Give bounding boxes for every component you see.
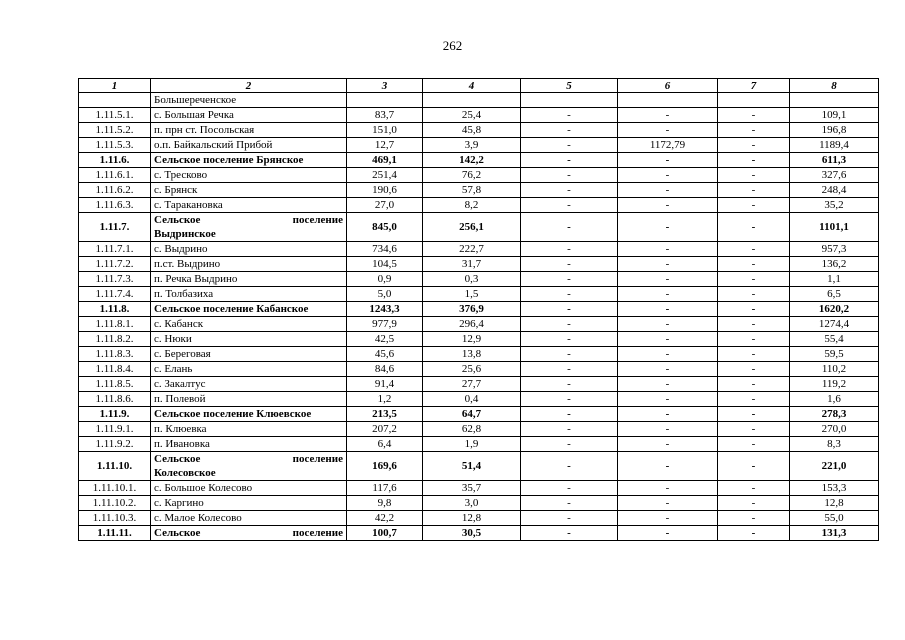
value-cell: 76,2 xyxy=(423,168,521,183)
row-number-cell: 1.11.6. xyxy=(79,153,151,168)
col-header: 2 xyxy=(151,79,347,93)
name-cell: с. Кабанск xyxy=(151,317,347,332)
table-row xyxy=(79,317,879,332)
name-cell: п. прн ст. Посольская xyxy=(151,123,347,138)
value-cell: 57,8 xyxy=(423,183,521,198)
col-header: 3 xyxy=(347,79,423,93)
value-cell: - xyxy=(521,123,618,138)
value-cell: 119,2 xyxy=(790,377,879,392)
value-cell: 31,7 xyxy=(423,257,521,272)
row-number-cell: 1.11.11. xyxy=(79,526,151,541)
value-cell: 1189,4 xyxy=(790,138,879,153)
name-cell: о.п. Байкальский Прибой xyxy=(151,138,347,153)
name-line: Сельское поселение xyxy=(154,214,343,226)
value-cell: - xyxy=(718,168,790,183)
value-cell: - xyxy=(521,332,618,347)
value-cell: - xyxy=(718,108,790,123)
value-cell: 1,1 xyxy=(790,272,879,287)
row-number-cell: 1.11.6.1. xyxy=(79,168,151,183)
name-cell: с. Таракановка xyxy=(151,198,347,213)
value-cell: 62,8 xyxy=(423,422,521,437)
value-cell: 1620,2 xyxy=(790,302,879,317)
value-cell: - xyxy=(718,496,790,511)
value-cell: 153,3 xyxy=(790,481,879,496)
value-cell: 1101,1 xyxy=(790,213,879,242)
table-row xyxy=(79,362,879,377)
value-cell: 278,3 xyxy=(790,407,879,422)
value-cell: 91,4 xyxy=(347,377,423,392)
value-cell: 12,7 xyxy=(347,138,423,153)
value-cell: - xyxy=(718,407,790,422)
value-cell: - xyxy=(618,287,718,302)
name-cell: п. Клюевка xyxy=(151,422,347,437)
value-cell: - xyxy=(718,392,790,407)
value-cell: 35,2 xyxy=(790,198,879,213)
value-cell: - xyxy=(521,302,618,317)
table-row xyxy=(79,123,879,138)
table-row xyxy=(79,511,879,526)
value-cell: - xyxy=(618,123,718,138)
value-cell: - xyxy=(521,511,618,526)
value-cell: - xyxy=(618,377,718,392)
value-cell: - xyxy=(521,168,618,183)
row-number-cell: 1.11.9.1. xyxy=(79,422,151,437)
value-cell: - xyxy=(618,257,718,272)
value-cell: 845,0 xyxy=(347,213,423,242)
value-cell: 110,2 xyxy=(790,362,879,377)
value-cell: - xyxy=(618,108,718,123)
table-row xyxy=(79,347,879,362)
value-cell: 3,9 xyxy=(423,138,521,153)
table-row xyxy=(79,168,879,183)
value-cell: - xyxy=(718,257,790,272)
value-cell: - xyxy=(618,183,718,198)
value-cell: - xyxy=(521,198,618,213)
row-number-cell: 1.11.8.3. xyxy=(79,347,151,362)
row-number-cell: 1.11.8.5. xyxy=(79,377,151,392)
value-cell: - xyxy=(618,392,718,407)
value-cell: 256,1 xyxy=(423,213,521,242)
data-table xyxy=(78,78,879,541)
value-cell: - xyxy=(718,437,790,452)
value-cell: - xyxy=(521,407,618,422)
table-row xyxy=(79,377,879,392)
value-cell: - xyxy=(618,272,718,287)
value-cell: 3,0 xyxy=(423,496,521,511)
value-cell: - xyxy=(618,511,718,526)
value-cell: - xyxy=(618,332,718,347)
value-cell: 196,8 xyxy=(790,123,879,138)
value-cell: - xyxy=(618,452,718,481)
value-cell: - xyxy=(718,377,790,392)
value-cell: 190,6 xyxy=(347,183,423,198)
value-cell: - xyxy=(618,422,718,437)
value-cell xyxy=(521,93,618,108)
value-cell: 1243,3 xyxy=(347,302,423,317)
value-cell: 296,4 xyxy=(423,317,521,332)
value-cell: - xyxy=(618,407,718,422)
value-cell: 1,6 xyxy=(790,392,879,407)
value-cell: - xyxy=(521,496,618,511)
col-header: 6 xyxy=(618,79,718,93)
name-cell: с. Большое Колесово xyxy=(151,481,347,496)
value-cell: - xyxy=(521,272,618,287)
value-cell: 1172,79 xyxy=(618,138,718,153)
value-cell: 270,0 xyxy=(790,422,879,437)
value-cell: - xyxy=(521,392,618,407)
table-row xyxy=(79,496,879,511)
value-cell: 327,6 xyxy=(790,168,879,183)
value-cell xyxy=(347,93,423,108)
name-cell xyxy=(151,452,347,481)
name-cell xyxy=(151,213,347,242)
row-number-cell: 1.11.7. xyxy=(79,213,151,242)
name-cell: с. Береговая xyxy=(151,347,347,362)
value-cell: 207,2 xyxy=(347,422,423,437)
table-header-row xyxy=(79,79,879,93)
row-number-cell: 1.11.10.2. xyxy=(79,496,151,511)
value-cell: 84,6 xyxy=(347,362,423,377)
table-row xyxy=(79,332,879,347)
row-number-cell: 1.11.7.1. xyxy=(79,242,151,257)
value-cell: 25,6 xyxy=(423,362,521,377)
value-cell: - xyxy=(718,362,790,377)
table-row-settlement xyxy=(79,407,879,422)
value-cell: 1,9 xyxy=(423,437,521,452)
row-number-cell: 1.11.10.1. xyxy=(79,481,151,496)
value-cell: - xyxy=(521,347,618,362)
row-number-cell: 1.11.9.2. xyxy=(79,437,151,452)
value-cell: - xyxy=(718,153,790,168)
name-line: Выдринское xyxy=(154,228,216,240)
value-cell: - xyxy=(718,287,790,302)
value-cell: - xyxy=(718,123,790,138)
value-cell: - xyxy=(718,183,790,198)
value-cell xyxy=(423,93,521,108)
value-cell: 6,5 xyxy=(790,287,879,302)
row-number-cell xyxy=(79,93,151,108)
row-number-cell: 1.11.5.2. xyxy=(79,123,151,138)
value-cell: 469,1 xyxy=(347,153,423,168)
name-cell: Сельское поселение xyxy=(151,526,347,541)
name-cell: Сельское поселение Брянское xyxy=(151,153,347,168)
table-row xyxy=(79,183,879,198)
name-cell: п. Ивановка xyxy=(151,437,347,452)
value-cell: 27,0 xyxy=(347,198,423,213)
row-number-cell: 1.11.6.3. xyxy=(79,198,151,213)
name-cell: Сельское поселение Клюевское xyxy=(151,407,347,422)
row-number-cell: 1.11.5.1. xyxy=(79,108,151,123)
value-cell: - xyxy=(521,213,618,242)
row-number-cell: 1.11.7.2. xyxy=(79,257,151,272)
value-cell: 30,5 xyxy=(423,526,521,541)
name-line: Сельское поселение xyxy=(154,453,343,465)
value-cell: 117,6 xyxy=(347,481,423,496)
value-cell: - xyxy=(718,198,790,213)
row-number-cell: 1.11.8. xyxy=(79,302,151,317)
value-cell: 8,3 xyxy=(790,437,879,452)
name-cell: с. Выдрино xyxy=(151,242,347,257)
value-cell: - xyxy=(618,362,718,377)
table-row xyxy=(79,481,879,496)
value-cell: - xyxy=(718,242,790,257)
col-header: 1 xyxy=(79,79,151,93)
value-cell: 12,8 xyxy=(790,496,879,511)
value-cell: 734,6 xyxy=(347,242,423,257)
row-number-cell: 1.11.8.4. xyxy=(79,362,151,377)
table-row-settlement xyxy=(79,452,879,481)
row-number-cell: 1.11.8.6. xyxy=(79,392,151,407)
value-cell: 0,3 xyxy=(423,272,521,287)
col-header: 4 xyxy=(423,79,521,93)
value-cell: 35,7 xyxy=(423,481,521,496)
table-row xyxy=(79,242,879,257)
table-row xyxy=(79,392,879,407)
col-header: 5 xyxy=(521,79,618,93)
value-cell: 42,2 xyxy=(347,511,423,526)
value-cell: - xyxy=(718,511,790,526)
value-cell: - xyxy=(521,377,618,392)
value-cell: - xyxy=(521,257,618,272)
value-cell: - xyxy=(718,272,790,287)
row-number-cell: 1.11.10. xyxy=(79,452,151,481)
value-cell: 5,0 xyxy=(347,287,423,302)
value-cell: 1,2 xyxy=(347,392,423,407)
value-cell: - xyxy=(521,437,618,452)
value-cell: 42,5 xyxy=(347,332,423,347)
value-cell: - xyxy=(521,138,618,153)
value-cell: - xyxy=(618,168,718,183)
value-cell: 1,5 xyxy=(423,287,521,302)
row-number-cell: 1.11.8.2. xyxy=(79,332,151,347)
col-header: 8 xyxy=(790,79,879,93)
name-cell: с. Малое Колесово xyxy=(151,511,347,526)
value-cell: 131,3 xyxy=(790,526,879,541)
value-cell: 55,4 xyxy=(790,332,879,347)
value-cell: 59,5 xyxy=(790,347,879,362)
value-cell: 169,6 xyxy=(347,452,423,481)
row-number-cell: 1.11.7.4. xyxy=(79,287,151,302)
value-cell: 27,7 xyxy=(423,377,521,392)
value-cell: - xyxy=(521,362,618,377)
value-cell: 977,9 xyxy=(347,317,423,332)
value-cell: 51,4 xyxy=(423,452,521,481)
value-cell: 100,7 xyxy=(347,526,423,541)
value-cell: - xyxy=(521,242,618,257)
value-cell: 957,3 xyxy=(790,242,879,257)
value-cell: - xyxy=(718,481,790,496)
row-number-cell: 1.11.6.2. xyxy=(79,183,151,198)
table-row xyxy=(79,272,879,287)
value-cell: - xyxy=(718,422,790,437)
value-cell xyxy=(718,93,790,108)
table-row xyxy=(79,437,879,452)
value-cell: - xyxy=(521,317,618,332)
name-cell: Большереченское xyxy=(151,93,347,108)
value-cell: 151,0 xyxy=(347,123,423,138)
table-row xyxy=(79,108,879,123)
value-cell: 251,4 xyxy=(347,168,423,183)
value-cell: 221,0 xyxy=(790,452,879,481)
value-cell: - xyxy=(521,526,618,541)
value-cell: - xyxy=(521,481,618,496)
value-cell: - xyxy=(718,302,790,317)
value-cell: 12,8 xyxy=(423,511,521,526)
table-row-settlement xyxy=(79,153,879,168)
value-cell: 8,2 xyxy=(423,198,521,213)
value-cell: - xyxy=(521,153,618,168)
value-cell: 142,2 xyxy=(423,153,521,168)
name-cell: с. Елань xyxy=(151,362,347,377)
value-cell: 45,8 xyxy=(423,123,521,138)
value-cell: - xyxy=(618,242,718,257)
page-number: 262 xyxy=(442,38,463,53)
value-cell: - xyxy=(521,452,618,481)
value-cell: 12,9 xyxy=(423,332,521,347)
name-cell: п. Толбазиха xyxy=(151,287,347,302)
value-cell: 109,1 xyxy=(790,108,879,123)
table-body xyxy=(79,93,879,541)
value-cell: 104,5 xyxy=(347,257,423,272)
name-cell: с. Нюки xyxy=(151,332,347,347)
row-number-cell: 1.11.10.3. xyxy=(79,511,151,526)
value-cell: - xyxy=(618,302,718,317)
table-row-settlement xyxy=(79,302,879,317)
value-cell xyxy=(790,93,879,108)
row-number-cell: 1.11.5.3. xyxy=(79,138,151,153)
value-cell: 45,6 xyxy=(347,347,423,362)
name-cell: п. Полевой xyxy=(151,392,347,407)
value-cell: 9,8 xyxy=(347,496,423,511)
value-cell: - xyxy=(618,526,718,541)
value-cell: - xyxy=(718,452,790,481)
value-cell: 376,9 xyxy=(423,302,521,317)
value-cell: - xyxy=(718,213,790,242)
value-cell: - xyxy=(618,347,718,362)
value-cell: - xyxy=(718,138,790,153)
value-cell: - xyxy=(521,422,618,437)
table-row-settlement xyxy=(79,213,879,242)
value-cell: 64,7 xyxy=(423,407,521,422)
table-row xyxy=(79,257,879,272)
value-cell: 25,4 xyxy=(423,108,521,123)
value-cell: - xyxy=(718,317,790,332)
name-cell: Сельское поселение Кабанское xyxy=(151,302,347,317)
value-cell: - xyxy=(618,481,718,496)
value-cell: - xyxy=(618,213,718,242)
value-cell: 222,7 xyxy=(423,242,521,257)
row-number-cell: 1.11.7.3. xyxy=(79,272,151,287)
value-cell: 1274,4 xyxy=(790,317,879,332)
table-row xyxy=(79,93,879,108)
value-cell: 0,9 xyxy=(347,272,423,287)
value-cell: - xyxy=(618,317,718,332)
value-cell: - xyxy=(718,347,790,362)
col-header: 7 xyxy=(718,79,790,93)
table-row-settlement xyxy=(79,526,879,541)
value-cell: - xyxy=(718,526,790,541)
name-line: Колесовское xyxy=(154,467,216,479)
row-number-cell: 1.11.8.1. xyxy=(79,317,151,332)
name-cell: п.ст. Выдрино xyxy=(151,257,347,272)
value-cell: - xyxy=(618,437,718,452)
name-cell: с. Брянск xyxy=(151,183,347,198)
value-cell: 83,7 xyxy=(347,108,423,123)
value-cell: 611,3 xyxy=(790,153,879,168)
table-row xyxy=(79,422,879,437)
value-cell: - xyxy=(718,332,790,347)
value-cell: 0,4 xyxy=(423,392,521,407)
name-cell: с. Каргино xyxy=(151,496,347,511)
value-cell: - xyxy=(618,198,718,213)
row-number-cell: 1.11.9. xyxy=(79,407,151,422)
value-cell: 6,4 xyxy=(347,437,423,452)
value-cell xyxy=(618,93,718,108)
table-row xyxy=(79,138,879,153)
table-row xyxy=(79,198,879,213)
table-row xyxy=(79,287,879,302)
name-cell: с. Большая Речка xyxy=(151,108,347,123)
name-cell: с. Тресково xyxy=(151,168,347,183)
value-cell: 136,2 xyxy=(790,257,879,272)
value-cell: 213,5 xyxy=(347,407,423,422)
name-cell: с. Закалтус xyxy=(151,377,347,392)
value-cell: - xyxy=(521,287,618,302)
value-cell: - xyxy=(521,108,618,123)
value-cell: - xyxy=(618,153,718,168)
value-cell: 13,8 xyxy=(423,347,521,362)
value-cell: - xyxy=(521,183,618,198)
name-cell: п. Речка Выдрино xyxy=(151,272,347,287)
value-cell: 248,4 xyxy=(790,183,879,198)
value-cell: 55,0 xyxy=(790,511,879,526)
value-cell: - xyxy=(618,496,718,511)
